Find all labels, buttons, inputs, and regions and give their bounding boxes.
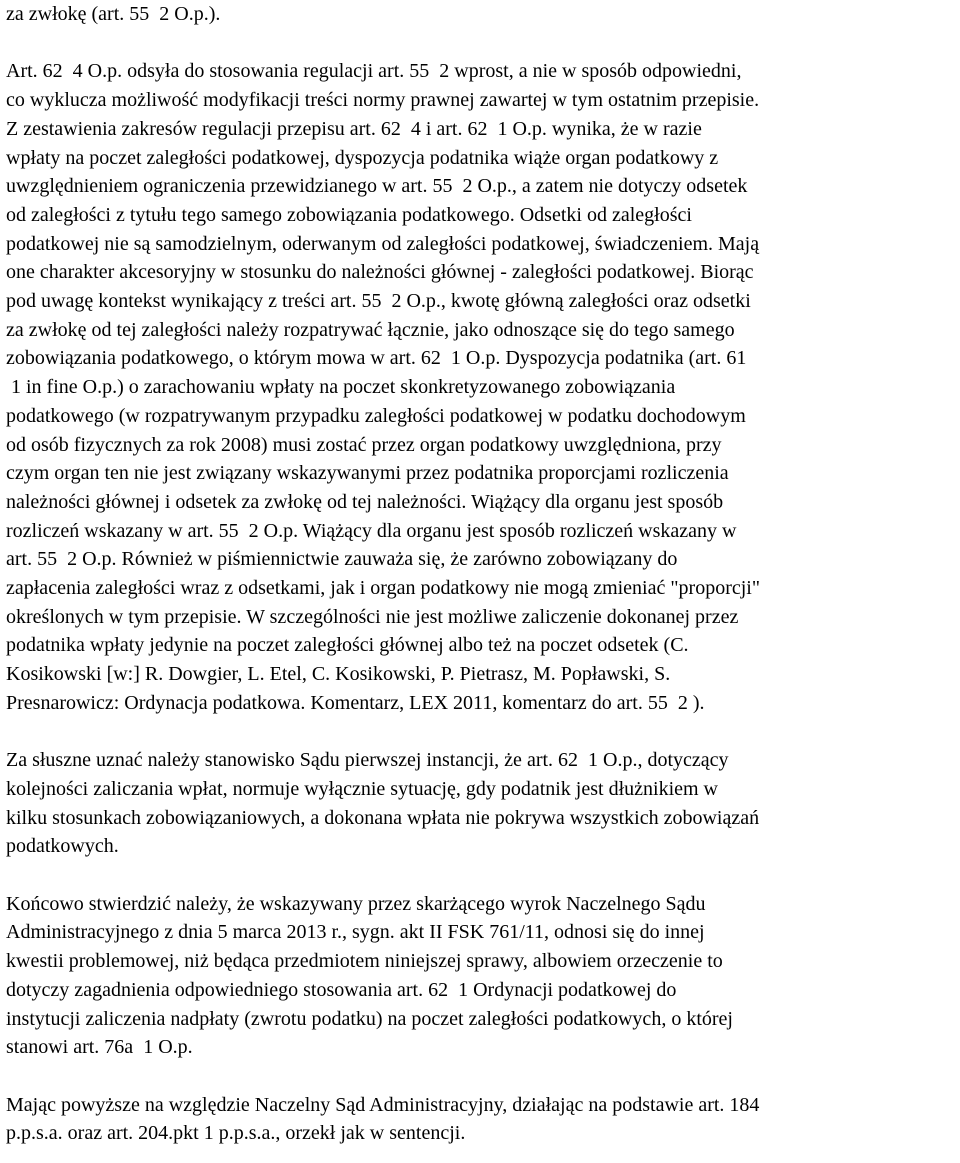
text-line: stanowi art. 76a 1 O.p. [6, 1036, 193, 1059]
document-body [6, 0, 960, 1148]
text-line: Presnarowicz: Ordynacja podatkowa. Komentarz, LEX 2011, komentarz do art. 55 2 ). [6, 691, 705, 714]
paragraph [6, 1091, 960, 1148]
paragraph [6, 890, 960, 1062]
paragraph-spacer [6, 1062, 960, 1091]
text-line: należności głównej i odsetek za zwłokę od tej należności. Wiążący dla organu jest sposób [6, 490, 724, 513]
paragraph-spacer [6, 718, 960, 747]
text-line: podatnika wpłaty jedynie na poczet zaległości głównej albo też na poczet odsetek (C. [6, 634, 689, 657]
paragraph [6, 746, 960, 861]
text-line: art. 55 2 O.p. Również w piśmiennictwie zauważa się, że zarówno zobowiązany do [6, 548, 678, 571]
text-line: Art. 62 4 O.p. odsyła do stosowania regulacji art. 55 2 wprost, a nie w sposób odpowiedni, [6, 60, 742, 83]
text-line: wpłaty na poczet zaległości podatkowej, dyspozycja podatnika wiąże organ podatkowy z [6, 146, 719, 169]
text-line: Z zestawienia zakresów regulacji przepisu art. 62 4 i art. 62 1 O.p. wynika, że w razie [6, 117, 702, 140]
text-line: rozliczeń wskazany w art. 55 2 O.p. Wiążący dla organu jest sposób rozliczeń wskazany w [6, 519, 737, 542]
text-line: Administracyjnego z dnia 5 marca 2013 r., sygn. akt II FSK 761/11, odnosi się do innej [6, 921, 705, 944]
text-line: p.p.s.a. oraz art. 204.pkt 1 p.p.s.a., orzekł jak w sentencji. [6, 1122, 466, 1145]
text-line: instytucji zaliczenia nadpłaty (zwrotu podatku) na poczet zaległości podatkowych, o której [6, 1007, 733, 1030]
text-line: za zwłokę od tej zaległości należy rozpatrywać łącznie, jako odnoszące się do tego samego [6, 318, 735, 341]
text-line: za zwłokę (art. 55 2 O.p.). [6, 3, 221, 25]
text-line: od osób fizycznych za rok 2008) musi zostać przez organ podatkowy uwzględniona, przy [6, 433, 722, 456]
text-line: podatkowego (w rozpatrywanym przypadku zaległości podatkowej w podatku dochodowym [6, 404, 746, 427]
text-line: podatkowej nie są samodzielnym, oderwanym od zaległości podatkowej, świadczeniem. Mają [6, 232, 760, 255]
text-line: od zaległości z tytułu tego samego zobowiązania podatkowego. Odsetki od zaległości [6, 203, 692, 226]
text-line: Mając powyższe na względzie Naczelny Sąd Administracyjny, działając na podstawie art. 184 [6, 1093, 760, 1116]
text-line: kwestii problemowej, niż będąca przedmiotem niniejszej sprawy, albowiem orzeczenie to [6, 950, 723, 973]
text-line: pod uwagę kontekst wynikający z treści art. 55 2 O.p., kwotę główną zaległości oraz odsetki [6, 290, 751, 313]
text-line: uwzględnieniem ograniczenia przewidzianego w art. 55 2 O.p., a zatem nie dotyczy odsetek [6, 175, 748, 198]
text-line: zobowiązania podatkowego, o którym mowa w art. 62 1 O.p. Dyspozycja podatnika (art. 61 [6, 347, 747, 370]
text-line: co wyklucza możliwość modyfikacji treści normy prawnej zawartej w tym ostatnim przepisie. [6, 89, 760, 112]
paragraph [6, 57, 960, 717]
paragraph-spacer [6, 29, 960, 58]
text-line: dotyczy zagadnienia odpowiedniego stosowania art. 62 1 Ordynacji podatkowej do [6, 978, 677, 1001]
paragraph-spacer [6, 861, 960, 890]
text-line: Kosikowski [w:] R. Dowgier, L. Etel, C. Kosikowski, P. Pietrasz, M. Popławski, S. [6, 663, 671, 686]
text-line: kolejności zaliczania wpłat, normuje wyłącznie sytuację, gdy podatnik jest dłużnikiem w [6, 777, 719, 800]
text-line: kilku stosunkach zobowiązaniowych, a dokonana wpłata nie pokrywa wszystkich zobowiązań [6, 806, 760, 829]
text-line: 1 in fine O.p.) o zarachowaniu wpłaty na poczet skonkretyzowanego zobowiązania [6, 376, 676, 399]
text-line: czym organ ten nie jest związany wskazywanymi przez podatnika proporcjami rozliczenia [6, 462, 729, 485]
text-line: one charakter akcesoryjny w stosunku do należności głównej - zaległości podatkowej. Biorąc [6, 261, 754, 284]
text-line: określonych w tym przepisie. W szczególności nie jest możliwe zaliczenie dokonanej przez [6, 605, 739, 628]
text-line: Za słuszne uznać należy stanowisko Sądu pierwszej instancji, że art. 62 1 O.p., dotyczący [6, 749, 729, 772]
text-line: podatkowych. [6, 835, 119, 858]
text-line: zapłacenia zaległości wraz z odsetkami, jak i organ podatkowy nie mogą zmieniać "proporcji" [6, 577, 761, 600]
paragraph [6, 0, 960, 29]
text-line: Końcowo stwierdzić należy, że wskazywany przez skarżącego wyrok Naczelnego Sądu [6, 892, 706, 915]
